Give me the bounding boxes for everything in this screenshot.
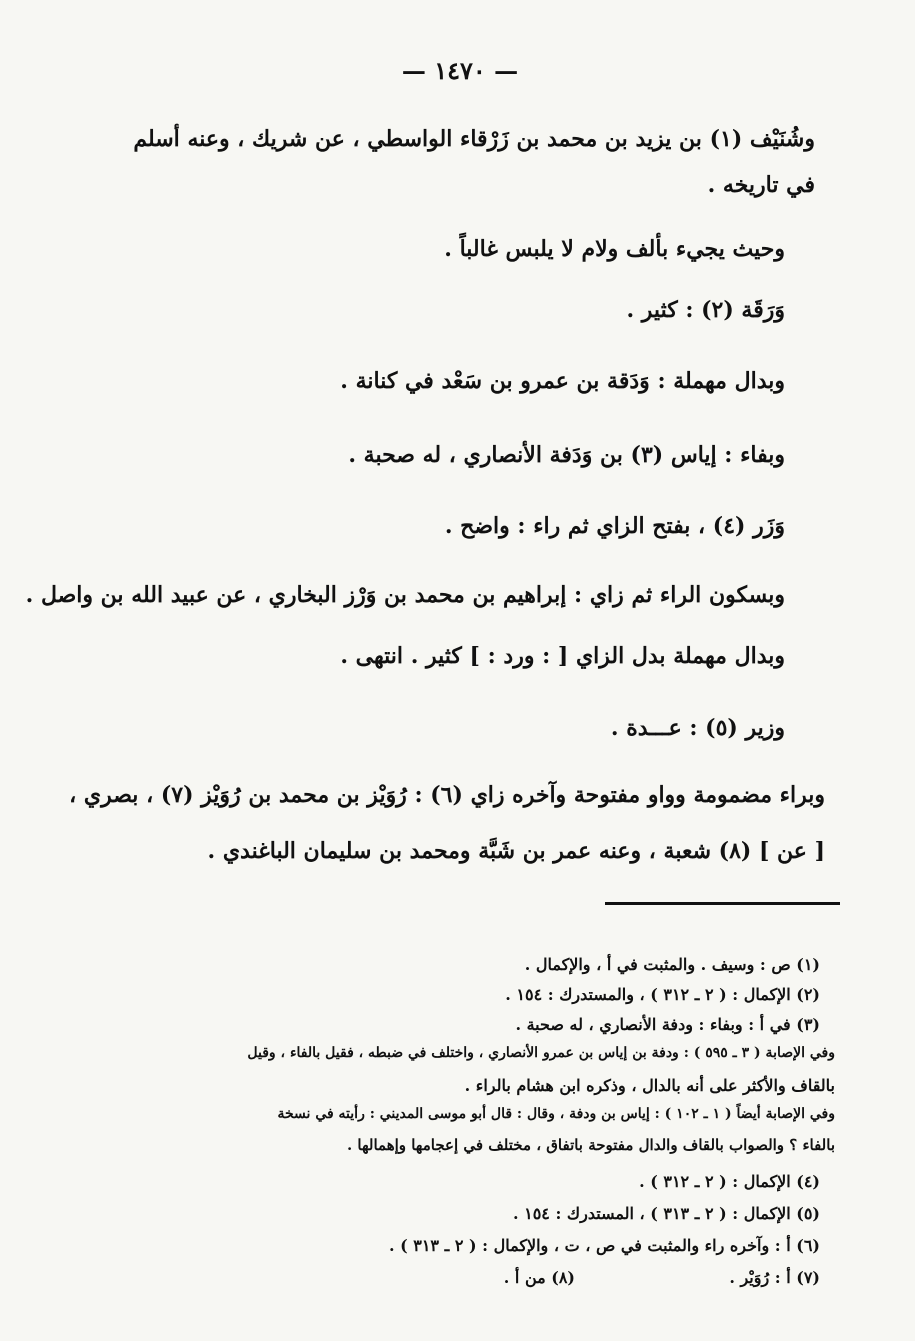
footnote-line-8: (٤) الإكمال : ( ٢ ـ ٣١٢ ) . <box>639 1172 820 1191</box>
footnote-separator <box>605 902 840 905</box>
body-line-10: وزير (٥) : عـــدة . <box>610 715 785 741</box>
footnote-line-10: (٦) أ : وآخره راء والمثبت في ص ، ت ، والإكمال : ( ٢ ـ ٣١٣ ) . <box>388 1236 820 1255</box>
body-line-8: وبسكون الراء ثم زاي : إبراهيم بن محمد بن وَرْز البخاري ، عن عبيد الله بن واصل . <box>25 582 785 608</box>
footnote-line-5: بالقاف والأكثر على أنه بالدال ، وذكره ابن هشام بالراء . <box>464 1076 835 1095</box>
footnote-line-1: (١) ص : وسيف . والمثبت في أ ، والإكمال . <box>524 955 820 974</box>
body-line-12: [ عن ] (٨) شعبة ، وعنه عمر بن شَبَّة ومحمد بن سليمان الباغندي . <box>207 838 825 864</box>
body-line-3: وحيث يجيء بألف ولام لا يلبس غالباً . <box>444 236 785 262</box>
body-line-11: وبراء مضمومة وواو مفتوحة وآخره زاي (٦) : رُوَيْز بن محمد بن رُوَيْز (٧) ، بصري ، <box>69 782 825 808</box>
footnote-line-11: (٧) أ : رُوَيْر . <box>729 1268 820 1287</box>
page-number: — ١٤٧٠ — <box>401 56 519 85</box>
footnote-line-9: (٥) الإكمال : ( ٢ ـ ٣١٣ ) ، المستدرك : ١٥٤ . <box>512 1204 820 1223</box>
body-line-5: وبدال مهملة : وَدَقة بن عمرو بن سَعْد في كنانة . <box>340 368 785 394</box>
footnote-line-12: (٨) من أ . <box>503 1268 575 1287</box>
body-line-9: وبدال مهملة بدل الزاي [ : ورد : ] كثير . انتهى . <box>340 643 785 669</box>
body-line-6: وبفاء : إياس (٣) بن وَدَفة الأنصاري ، له صحبة . <box>348 442 785 468</box>
footnote-line-7: بالفاء ؟ والصواب بالقاف والدال مفتوحة باتفاق ، مختلف في إعجامها وإهمالها . <box>346 1136 835 1154</box>
footnote-line-2: (٢) الإكمال : ( ٢ ـ ٣١٢ ) ، والمستدرك : ١٥٤ . <box>505 985 820 1004</box>
footnote-line-6: وفي الإصابة أيضاً ( ١ ـ ١٠٢ ) : إياس بن ودفة ، وقال : قال أبو موسى المديني : رأيته في نسخة <box>277 1106 835 1122</box>
footnote-line-4: وفي الإصابة ( ٣ ـ ٥٩٥ ) : ودفة بن إياس بن عمرو الأنصاري ، واختلف في ضبطه ، فقيل بالفاء ، وقيل <box>247 1045 835 1061</box>
body-line-1: وشُنَيْف (١) بن يزيد بن محمد بن زَرْقاء الواسطي ، عن شريك ، وعنه أسلم <box>133 126 815 152</box>
footnote-line-3: (٣) في أ : وبفاء : ودفة الأنصاري ، له صحبة . <box>515 1015 820 1034</box>
body-line-2: في تاريخه . <box>707 172 815 198</box>
body-line-4: وَرَقَة (٢) : كثير . <box>626 297 785 323</box>
body-line-7: وَزَر (٤) ، بفتح الزاي ثم راء : واضح . <box>444 513 785 539</box>
